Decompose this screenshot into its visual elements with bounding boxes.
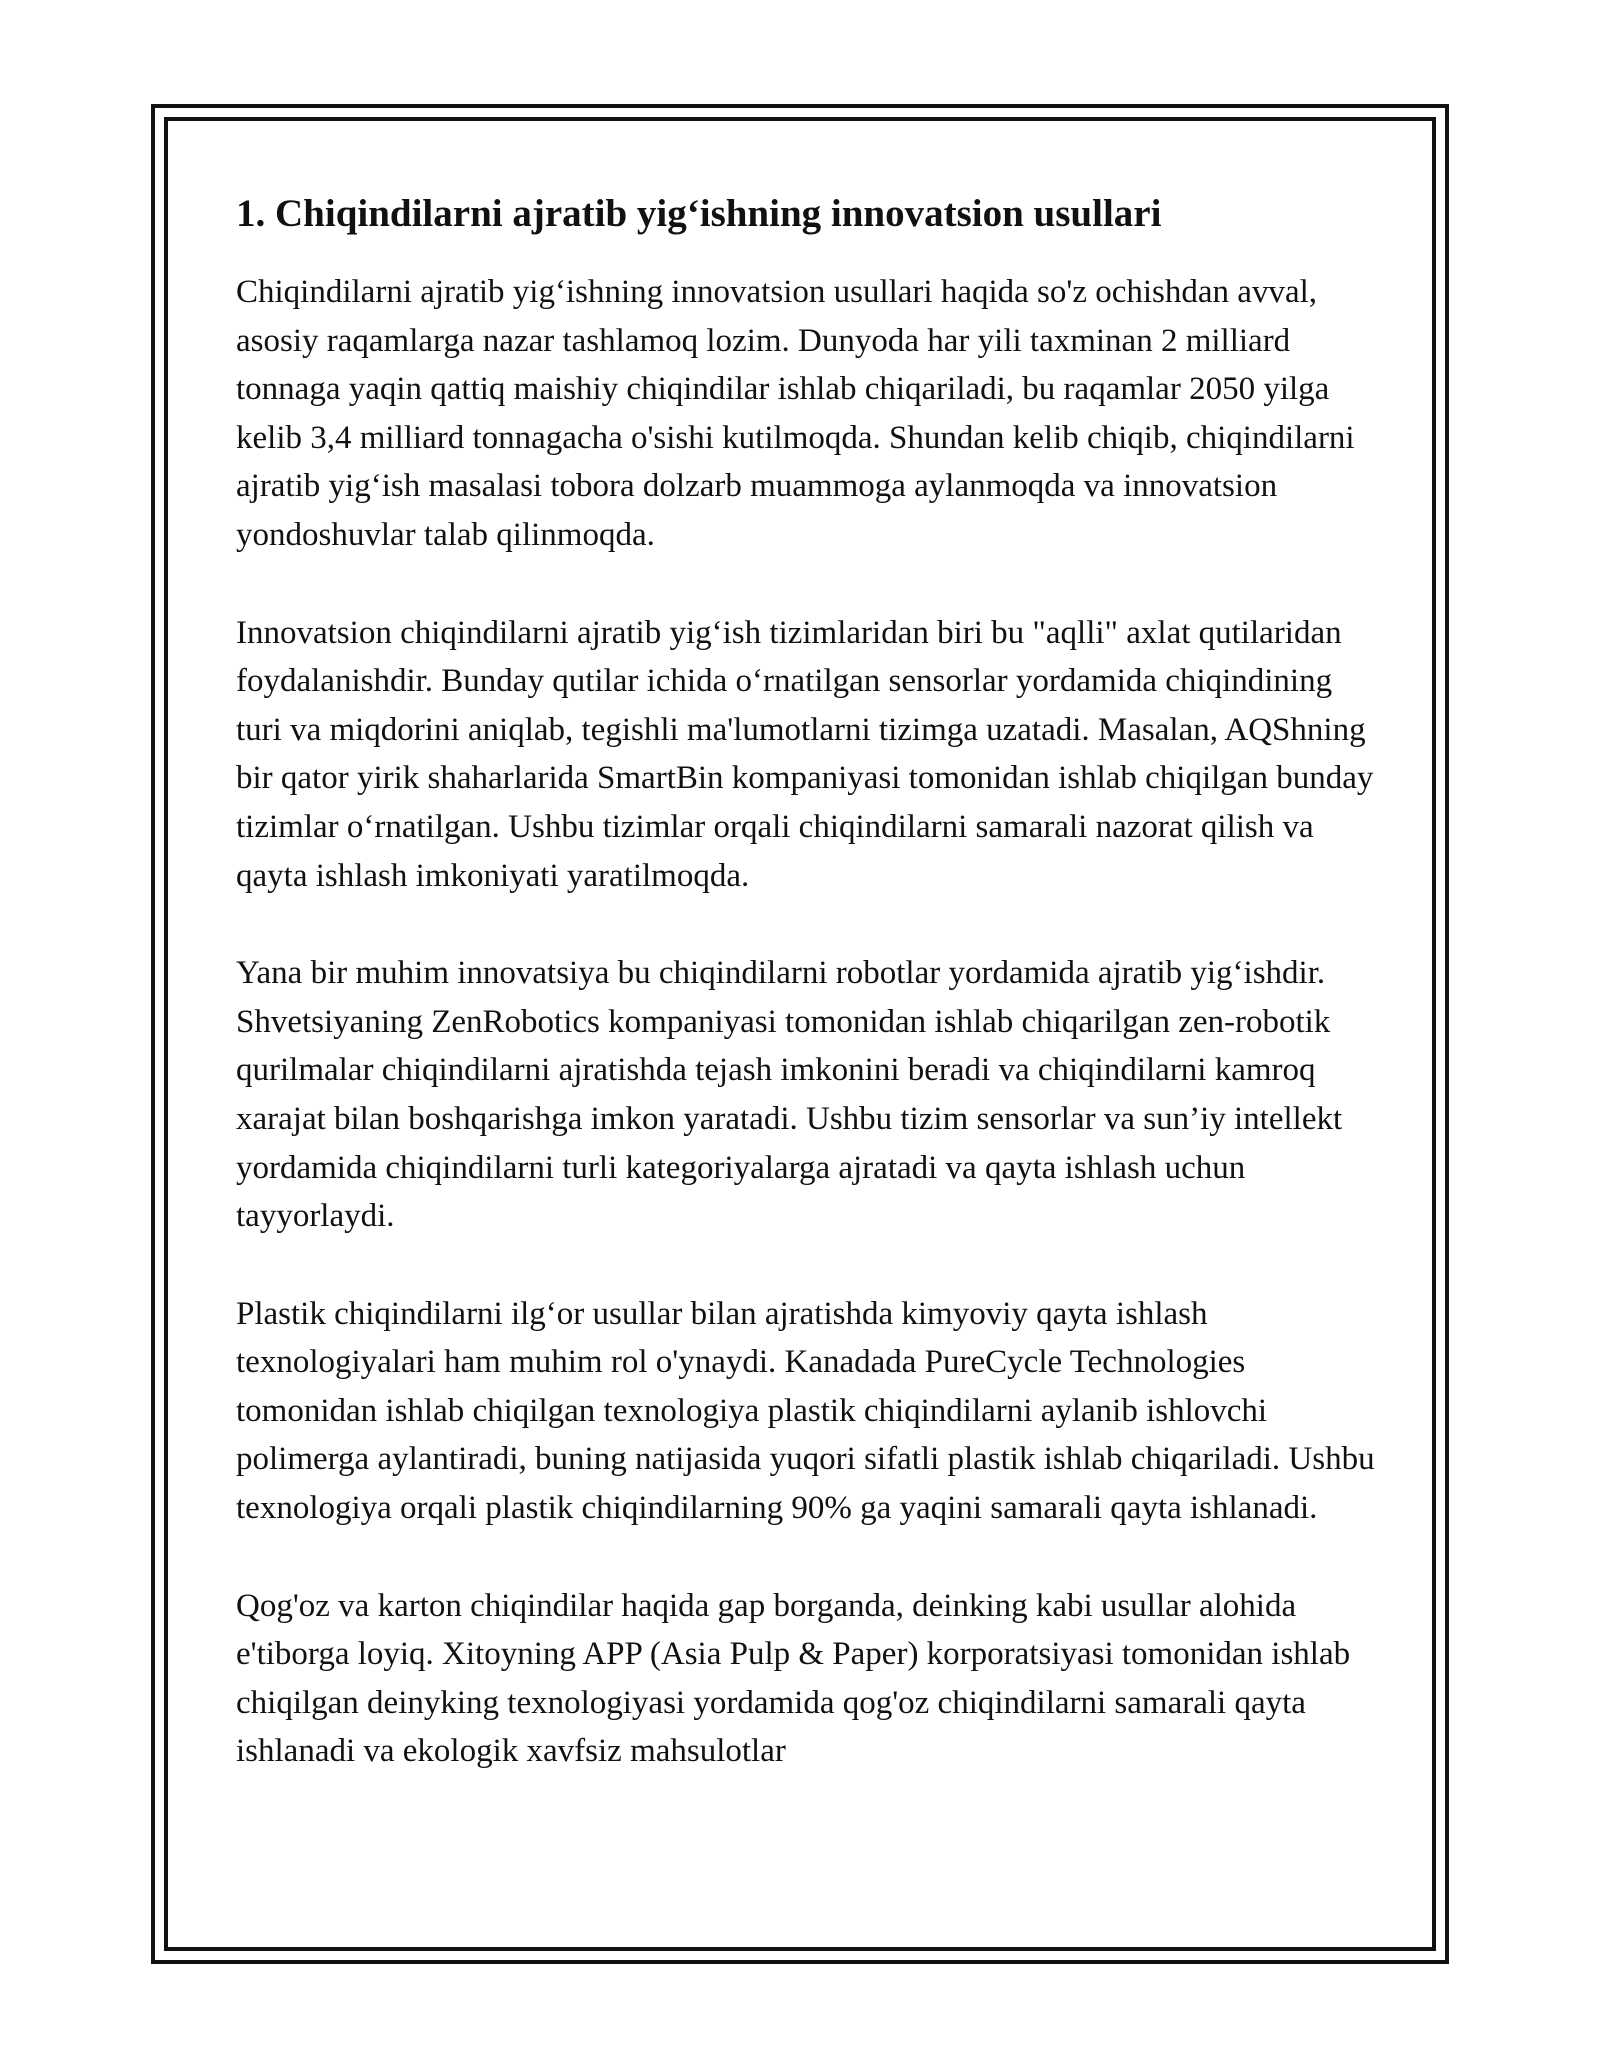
paragraph-2: Innovatsion chiqindilarni ajratib yig‘ish tizimlaridan biri bu "aqlli" axlat qutilaridan foydalanishdir. Bunday qutilar ichida o‘rnatilgan sensorlar yordamida chiqindining turi va miqdorini aniqlab, tegishli ma'lumotlarni tizimga uzatadi. Masalan, AQShning bir qator yirik shaharlarida SmartBin kompaniyasi tomonidan ishlab chiqilgan bunday tizimlar o‘rnatilgan. Ushbu tizimlar orqali chiqindilarni samarali nazorat qilish va qayta ishlash imkoniyati yaratilmoqda. — [236, 614, 1374, 894]
document-body — [236, 188, 1376, 1825]
section-heading: 1. Chiqindilarni ajratib yig‘ishning innovatsion usullari — [236, 192, 1162, 235]
paragraph-1: Chiqindilarni ajratib yig‘ishning innovatsion usullari haqida so'z ochishdan avval, asosiy raqamlarga nazar tashlamoq lozim. Dunyoda har yili taxminan 2 milliard tonnaga yaqin qattiq maishiy chiqindilar ishlab chiqariladi, bu raqamlar 2050 yilga kelib 3,4 milliard tonnagacha o'sishi kutilmoqda. Shundan kelib chiqib, chiqindilarni ajratib yig‘ish masalasi tobora dolzarb muammoga aylanmoqda va innovatsion yondoshuvlar talab qilinmoqda. — [236, 274, 1355, 553]
paragraph-5: Qog'oz va karton chiqindilar haqida gap borganda, deinking kabi usullar alohida e'tiborga loyiq. Xitoyning APP (Asia Pulp & Paper) korporatsiyasi tomonidan ishlab chiqilgan deinyking texnologiyasi yordamida qog'oz chiqindilarni samarali qayta ishlanadi va ekologik xavfsiz mahsulotlar — [236, 1587, 1351, 1770]
paragraph-4: Plastik chiqindilarni ilg‘or usullar bilan ajratishda kimyoviy qayta ishlash texnologiyalari ham muhim rol o'ynaydi. Kanadada PureCycle Technologies tomonidan ishlab chiqilgan texnologiya plastik chiqindilarni aylanib ishlovchi polimerga aylantiradi, buning natijasida yuqori sifatli plastik ishlab chiqariladi. Ushbu texnologiya orqali plastik chiqindilarning 90% ga yaqini samarali qayta ishlanadi. — [236, 1295, 1375, 1527]
paragraph-3: Yana bir muhim innovatsiya bu chiqindilarni robotlar yordamida ajratib yig‘ishdir. Shvetsiyaning ZenRobotics kompaniyasi tomonidan ishlab chiqarilgan zen-robotik qurilmalar chiqindilarni ajratishda tejash imkonini beradi va chiqindilarni kamroq xarajat bilan boshqarishga imkon yaratadi. Ushbu tizim sensorlar va sun’iy intellekt yordamida chiqindilarni turli kategoriyalarga ajratadi va qayta ishlash uchun tayyorlaydi. — [236, 955, 1343, 1235]
